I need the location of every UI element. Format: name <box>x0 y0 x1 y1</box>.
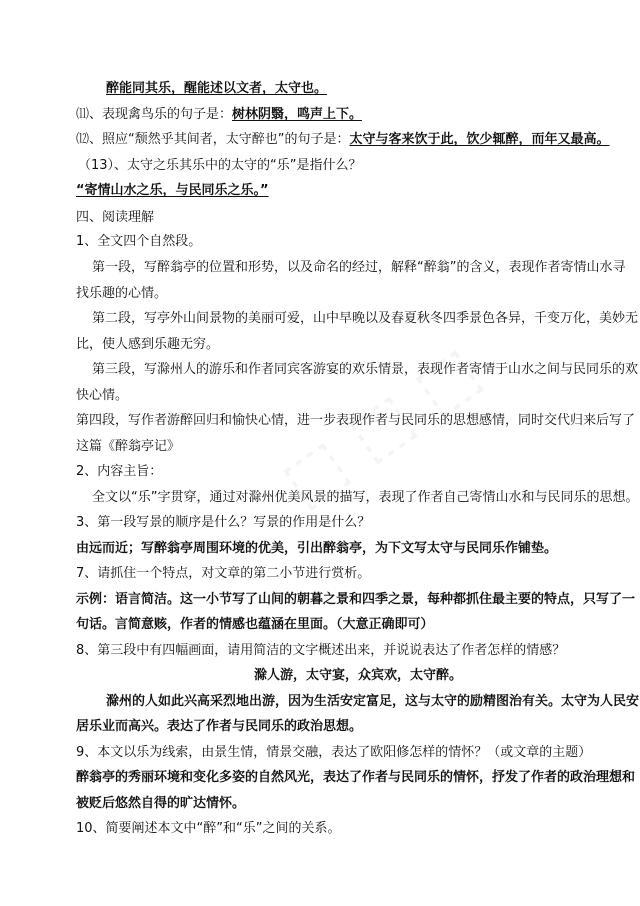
question-line <box>76 131 610 149</box>
question-line: 7、请抓住一个特点，对文章的第二小节进行赏析。 <box>76 566 371 581</box>
answer-line: 醉能同其乐，醒能述以文者，太守也。 <box>106 81 328 96</box>
paragraph-line: 第二段，写亭外山间景物的美丽可爱，山中早晚以及春夏秋冬四季景色各异，千变万化，美妙无 <box>92 311 639 326</box>
question-line: 2、内容主旨： <box>76 464 163 479</box>
paragraph-line: 第一段，写醉翁亭的位置和形势，以及命名的经过，解释“醉翁”的含义，表现作者寄情山水寻 <box>92 260 626 275</box>
answer-line: 句话。言简意赅，作者的情感也蕴涵在里面。（大意正确即可） <box>76 617 434 632</box>
question-line: 8、第三段中有四幅画面，请用简洁的文字概述出来，并说说表达了作者怎样的情感？ <box>76 643 566 658</box>
section-heading: 四、阅读理解 <box>76 210 155 225</box>
paragraph-line: 第四段，写作者游醉回归和愉快心情，进一步表现作者与民同乐的思想感情，同时交代归来后写了 <box>76 413 636 428</box>
question-text: ⑾、表现禽鸟乐的句子是： <box>76 107 233 122</box>
answer-line: 由远而近；写醉翁亭周围环境的优美，引出醉翁亭，为下文写太守与民同乐作铺垫。 <box>76 541 558 556</box>
answer-line: 滁人游，太守宴，众宾欢，太守醉。 <box>254 668 463 683</box>
question-line: 9、本文以乐为线索，由景生情，情景交融，表达了欧阳修怎样的情怀？（或文章的主题） <box>76 745 592 760</box>
question-line: 10、简要阐述本文中“醉”和“乐”之间的关系。 <box>76 821 341 836</box>
question-line: 1、全文四个自然段。 <box>76 234 202 249</box>
question-line: （13）、太守之乐其乐中的太守的“乐”是指什么？ <box>78 158 362 173</box>
answer-line: 滁州的人如此兴高采烈地出游，因为生活安定富足，这与太守的励精图治有关。太守为人民安 <box>106 694 640 709</box>
paragraph-line: 快心情。 <box>76 388 129 403</box>
paragraph-line: 全文以“乐”字贯穿，通过对滁州优美风景的描写，表现了作者自己寄情山水和与民同乐的思想。 <box>92 490 639 505</box>
answer-line: 被贬后悠然自得的旷达情怀。 <box>76 796 246 811</box>
question-text: ⑿、照应“颓然乎其间者，太守醉也”的句子是： <box>76 132 350 147</box>
paragraph-line: 找乐趣的心情。 <box>76 286 168 301</box>
answer-line: 居乐业而高兴。表达了作者与民同乐的政治思想。 <box>76 719 363 734</box>
question-line: 3、第一段写景的顺序是什么？写景的作用是什么？ <box>76 515 371 530</box>
answer-line: 醉翁亭的秀丽环境和变化多姿的自然风光，表达了作者与民同乐的情怀，抒发了作者的政治理想和 <box>76 770 636 785</box>
answer-line: “寄情山水之乐，与民同乐之乐。” <box>76 183 269 198</box>
paragraph-line: 这篇《醉翁亭记》 <box>76 439 181 454</box>
answer-text: 树林阴翳，鸣声上下。 <box>232 107 363 122</box>
paragraph-line: 比，使人感到乐趣无穷。 <box>76 337 220 352</box>
answer-line: 示例：语言简洁。这一小节写了山间的朝暮之景和四季之景，每种都抓住最主要的特点，只写了一 <box>76 592 636 607</box>
paragraph-line: 第三段，写滁州人的游乐和作者同宾客游宴的欢乐情景，表现作者寄情于山水之间与民同乐的欢 <box>92 362 639 377</box>
question-line <box>76 106 362 124</box>
answer-text: 太守与客来饮于此，饮少辄醉，而年又最高。 <box>349 132 610 147</box>
